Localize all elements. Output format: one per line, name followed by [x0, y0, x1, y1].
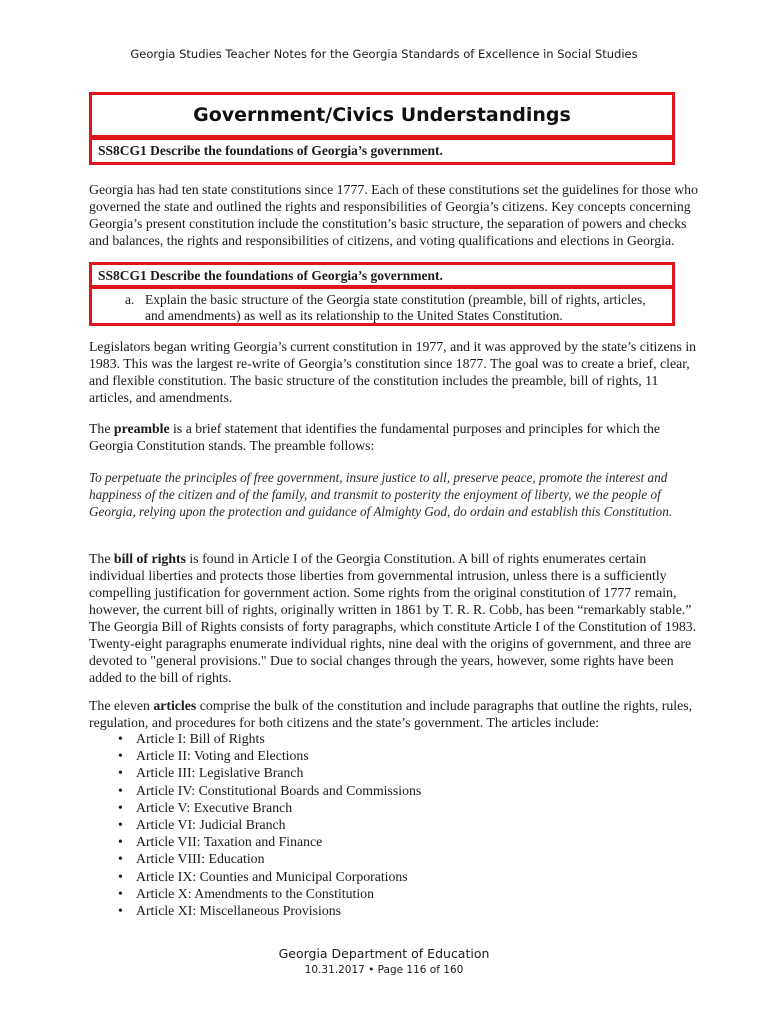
list-item: • Article VIII: Education: [118, 850, 421, 867]
standard-text: SS8CG1 Describe the foundations of Georgia’s government.: [98, 143, 443, 158]
legislators-paragraph: Legislators began writing Georgia’s current constitution in 1977, and it was approved by the state’s citizens in 1983. This was the largest re-write of Georgia’s constitution since 1877. The goal was to create a brief, clear, and flexible constitution. The basic structure of the constitution includes the preamble, bill of rights, 11 articles, and amendments.: [89, 339, 697, 405]
list-item: • Article X: Amendments to the Constitution: [118, 885, 421, 902]
list-item: • Article V: Executive Branch: [118, 799, 421, 816]
standard-element-title: SS8CG1 Describe the foundations of Georgia’s government.: [98, 268, 443, 283]
preamble-paragraph: The preamble is a brief statement that identifies the fundamental purposes and principles for which the Georgia Constitution stands. The preamble follows:: [89, 421, 661, 453]
section-title: Government/Civics Understandings: [193, 104, 571, 126]
articles-list: [118, 730, 421, 919]
standard-box: [89, 137, 675, 165]
list-item: • Article III: Legislative Branch: [118, 764, 421, 781]
list-item: • Article I: Bill of Rights: [118, 730, 421, 747]
preamble-quote: To perpetuate the principles of free government, insure justice to all, preserve peace, promote the interest and happiness of the citizen and of the family, and transmit to posterity the enjoyment of liberty, we the people of Georgia, relying upon the protection and guidance of Almighty God, do ordain and establish this Constitution.: [89, 470, 673, 519]
articles-term: articles: [153, 698, 197, 713]
bill-of-rights-paragraph: The bill of rights is found in Article I of the Georgia Constitution. A bill of rights enumerates certain individual liberties and protects those liberties from governmental intrusion, unless there is a sufficiently compelling justification for government action. Some rights from the original constitution of 1777 remain, however, the current bill of rights, originally written in 1861 by T. R. R. Cobb, has been “remarkably stable.” The Georgia Bill of Rights consists of forty paragraphs, which constitute Article I of the Constitution of 1983. Twenty-eight paragraphs enumerate individual rights, nine deal with the origins of government, and three are devoted to "general provisions." Due to social changes through the years, however, some rights have been added to the bill of rights.: [89, 551, 697, 685]
intro-paragraph: Georgia has had ten state constitutions since 1777. Each of these constitutions set the guidelines for those who governed the state and outlined the rights and responsibilities of Georgia’s citizens. Key concepts concerning Georgia’s present constitution include the constitution’s basic structure, the separation of powers and checks and balances, the rights and responsibilities of citizens, and voting qualifications and elections in Georgia.: [89, 182, 698, 248]
footer-page-info: 10.31.2017 • Page 116 of 160: [304, 964, 464, 976]
item-text: Explain the basic structure of the Georgia state constitution (preamble, bill of rights, articles, and amendments) as well as its relationship to the United States Constitution.: [145, 292, 646, 323]
item-label: a.: [125, 292, 135, 307]
list-item: • Article VI: Judicial Branch: [118, 816, 421, 833]
standard-element-header: [89, 262, 675, 288]
preamble-term: preamble: [113, 421, 170, 436]
list-item: • Article XI: Miscellaneous Provisions: [118, 902, 421, 919]
page-header: Georgia Studies Teacher Notes for the Georgia Standards of Excellence in Social Studies: [130, 47, 638, 61]
list-item: • Article VII: Taxation and Finance: [118, 833, 421, 850]
list-item: • Article IV: Constitutional Boards and Commissions: [118, 782, 421, 799]
footer-org: Georgia Department of Education: [278, 946, 490, 961]
list-item: • Article II: Voting and Elections: [118, 747, 421, 764]
standard-element-item: [89, 286, 675, 326]
list-item: • Article IX: Counties and Municipal Corporations: [118, 868, 421, 885]
articles-paragraph: The eleven articles comprise the bulk of the constitution and include paragraphs that outline the rights, rules, regulation, and procedures for both citizens and the state’s government. The articles include:: [89, 698, 693, 730]
bill-of-rights-term: bill of rights: [113, 551, 186, 566]
section-title-box: [89, 92, 675, 138]
